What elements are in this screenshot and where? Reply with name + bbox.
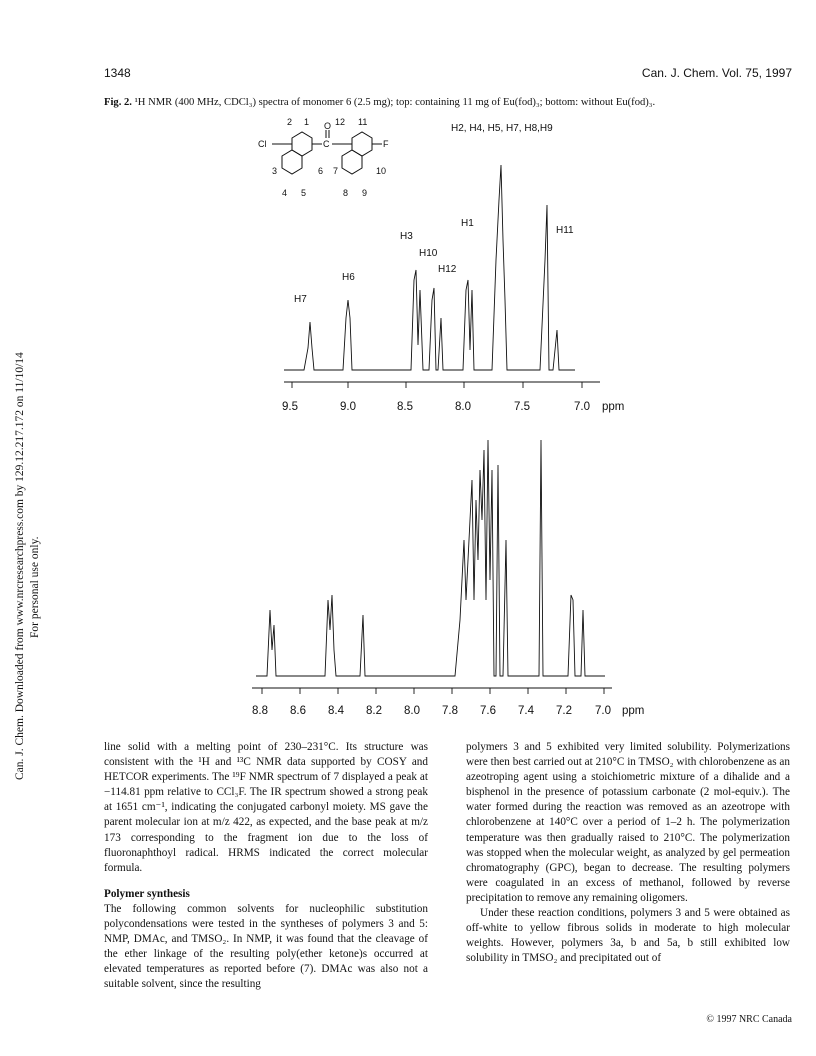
download-watermark-line2: For personal use only. (29, 536, 41, 638)
bottom-spectrum (252, 440, 644, 717)
peak-label-h1: H1 (461, 218, 474, 229)
locant-2: 2 (287, 117, 293, 127)
locant-1: 1 (304, 117, 310, 127)
locant-10: 10 (376, 166, 387, 176)
bottom-tick-8-2: 8.2 (366, 705, 382, 717)
bottom-tick-8-0: 8.0 (404, 705, 420, 717)
bottom-tick-7-4: 7.4 (518, 705, 534, 717)
peak-label-h3: H3 (400, 231, 413, 242)
locant-12: 12 (335, 117, 346, 127)
bottom-tick-8-4: 8.4 (328, 705, 344, 717)
chemical-structure (272, 130, 382, 174)
page-number: 1348 (104, 66, 131, 80)
top-tick-9-0: 9.0 (340, 401, 356, 413)
body-paragraph: Under these reaction conditions, polymers 3 and 5 were obtained as off-white to yellow fibrous solids in moderate to high molecular weights. However, polymers 3a, b and 5a, b still exhibited low solubility in TMSO₂ and precipitated out of (466, 907, 790, 965)
locant-9: 9 (362, 188, 368, 198)
atom-f: F (383, 139, 389, 149)
atom-c: C (323, 139, 330, 149)
top-spectrum-trace (284, 165, 575, 370)
download-watermark-line1: Can. J. Chem. Downloaded from www.nrcresearchpress.com by 129.12.217.172 on 11/10/14 (14, 352, 26, 780)
atom-o: O (324, 121, 332, 131)
bottom-tick-7-2: 7.2 (556, 705, 572, 717)
copyright-footer: © 1997 NRC Canada (706, 1014, 792, 1025)
body-paragraph: polymers 3 and 5 exhibited very limited solubility. Polymerizations were then best carried out at 210°C in TMSO₂ with chlorobenzene as an azeotroping agent using a stoichiometric mixture of a dihalide and a bisphenol in the presence of potassium carbonate (2 mol-equiv.). The water formed during the reaction was removed as an azeotrope with chlorobenzene at 140°C over a period of 1–2 h. The polymerization temperature was then gradually raised to 210°C. The polymerization was stopped when the molecular weight, as analyzed by gel permeation chromatography (GPC), began to decrease. The resulting polymers were coagulated in an excess of methanol, followed by reverse precipitation to remove any remaining oligomers. (466, 741, 790, 904)
bottom-spectrum-trace (256, 440, 605, 676)
figure-caption-text: ¹H NMR (400 MHz, CDCl₃) spectra of monomer 6 (2.5 mg); top: containing 11 mg of Eu(fod)₃; bottom: without Eu(fod)₃. (134, 97, 656, 108)
body-column-right (466, 740, 790, 966)
peak-label-h6: H6 (342, 272, 355, 283)
locant-8: 8 (343, 188, 349, 198)
running-header: Can. J. Chem. Vol. 75, 1997 (641, 66, 792, 80)
bottom-tick-7-8: 7.8 (442, 705, 458, 717)
bottom-tick-8-8: 8.8 (252, 705, 268, 717)
body-paragraph: line solid with a melting point of 230–231°C. Its structure was consistent with the ¹H and ¹³C NMR data supported by COSY and HETCOR experiments. The ¹⁹F NMR spectrum of 7 displayed a peak at −114.81 ppm relative to CCl₃F. The IR spectrum showed a strong peak at 1651 cm⁻¹, indicating the conjugated carbonyl moiety. MS gave the parent molecular ion at m/z 422, as expected, and the base peak at m/z 173 corresponding to the fragment ion due to the loss of fluoronaphthoyl radical. HRMS indicated the correct molecular formula. (104, 741, 428, 874)
top-tick-8-0: 8.0 (455, 401, 471, 413)
body-paragraph: The following common solvents for nucleophilic substitution polycondensations were tested in the syntheses of polymers 3 and 5: NMP, DMAc, and TMSO₂. In NMP, it was found that the cleavage of the ether linkage of the resulting poly(ether ketone)s occurred at elevated temperatures as reported before (7). DMAc was also not a suitable solvent, since the resulting (104, 902, 428, 991)
locant-3: 3 (272, 166, 278, 176)
locant-4: 4 (282, 188, 288, 198)
peak-label-h7: H7 (294, 294, 307, 305)
figure-label: Fig. 2. (104, 97, 132, 108)
top-axis-unit: ppm (602, 401, 625, 413)
peak-label-h10: H10 (419, 248, 438, 259)
top-tick-8-5: 8.5 (397, 401, 413, 413)
bottom-tick-7-0: 7.0 (595, 705, 611, 717)
body-column-left (104, 740, 428, 993)
locant-7: 7 (333, 166, 339, 176)
atom-cl: Cl (258, 139, 267, 149)
section-heading: Polymer synthesis (104, 887, 190, 900)
bottom-tick-7-6: 7.6 (480, 705, 496, 717)
peak-label-group: H2, H4, H5, H7, H8,H9 (451, 123, 553, 134)
bottom-axis-unit: ppm (622, 705, 645, 717)
locant-11: 11 (358, 117, 368, 127)
locant-6: 6 (318, 166, 324, 176)
top-tick-7-0: 7.0 (574, 401, 590, 413)
top-tick-9-5: 9.5 (282, 401, 298, 413)
top-tick-7-5: 7.5 (514, 401, 530, 413)
peak-label-h12: H12 (438, 264, 457, 275)
peak-label-h11: H11 (556, 225, 574, 236)
locant-5: 5 (301, 188, 307, 198)
bottom-tick-8-6: 8.6 (290, 705, 306, 717)
structure-labels (258, 117, 389, 198)
